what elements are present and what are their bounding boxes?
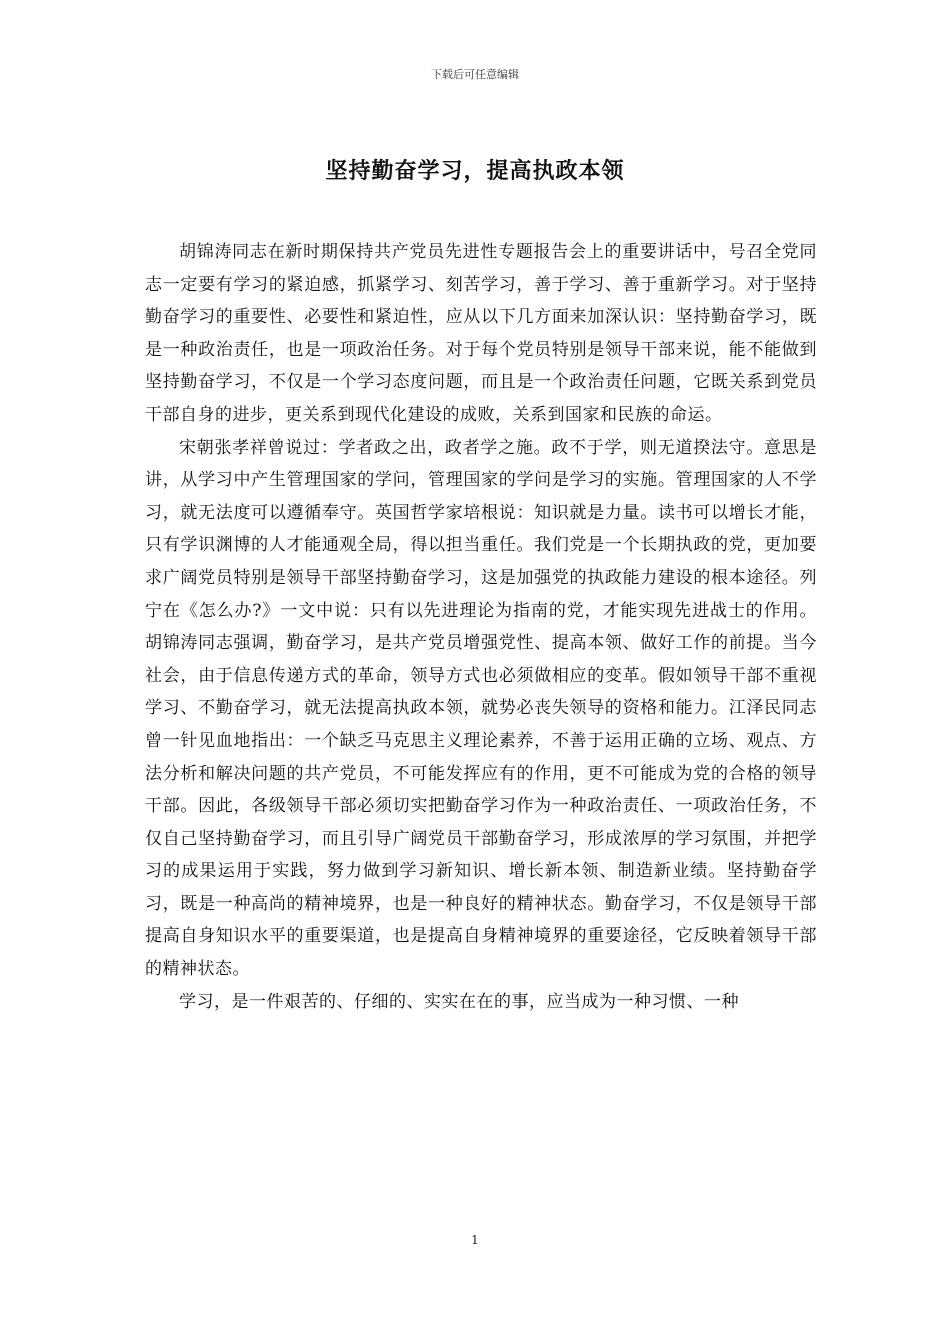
header-note: 下载后可任意编辑 bbox=[431, 68, 519, 81]
page-number: 1 bbox=[471, 1233, 479, 1247]
document-title: 坚持勤奋学习，提高执政本领 bbox=[325, 159, 625, 184]
paragraph-1: 胡锦涛同志在新时期保持共产党员先进性专题报告会上的重要讲话中，号召全党同志一定要有学习的紧迫感，抓紧学习、刻苦学习，善于学习、善于重新学习。对于坚持勤奋学习的重要性、必要性和紧迫性，应从以下几方面来加深认识：坚持勤奋学习，既是一种政治责任，也是一项政治任务。对于每个党员特别是领导干部来说，能不能做到坚持勤奋学习，不仅是一个学习态度问题，而且是一个政治责任问题，它既关系到党员干部自身的进步，更关系到现代化建设的成败，关系到国家和民族的命运。 bbox=[145, 242, 817, 425]
document-body bbox=[145, 236, 817, 1018]
paragraph-2: 宋朝张孝祥曾说过：学者政之出，政者学之施。政不于学，则无道揆法守。意思是讲，从学习中产生管理国家的学问，管理国家的学问是学习的实施。管理国家的人不学习，就无法度可以遵循奉守。英国哲学家培根说：知识就是力量。读书可以增长才能，只有学识渊博的人才能通观全局，得以担当重任。我们党是一个长期执政的党，更加要求广阔党员特别是领导干部坚持勤奋学习，这是加强党的执政能力建设的根本途径。列宁在《怎么办?》一文中说：只有以先进理论为指南的党，才能实现先进战士的作用。胡锦涛同志强调，勤奋学习，是共产党员增强党性、提高本领、做好工作的前提。当今社会，由于信息传递方式的革命，领导方式也必须做相应的变革。假如领导干部不重视学习、不勤奋学习，就无法提高执政本领，就势必丧失领导的资格和能力。江泽民同志曾一针见血地指出：一个缺乏马克思主义理论素养，不善于运用正确的立场、观点、方法分析和解决问题的共产党员，不可能发挥应有的作用，更不可能成为党的合格的领导干部。因此，各级领导干部必须切实把勤奋学习作为一种政治责任、一项政治任务，不仅自己坚持勤奋学习，而且引导广阔党员干部勤奋学习，形成浓厚的学习氛围，并把学习的成果运用于实践，努力做到学习新知识、增长新本领、制造新业绩。坚持勤奋学习，既是一种高尚的精神境界，也是一种良好的精神状态。勤奋学习，不仅是领导干部提高自身知识水平的重要渠道，也是提高自身精神境界的重要途径，它反映着领导干部的精神状态。 bbox=[145, 437, 817, 980]
paragraph-3: 学习，是一件艰苦的、仔细的、实实在在的事，应当成为一种习惯、一种 bbox=[179, 991, 739, 1012]
